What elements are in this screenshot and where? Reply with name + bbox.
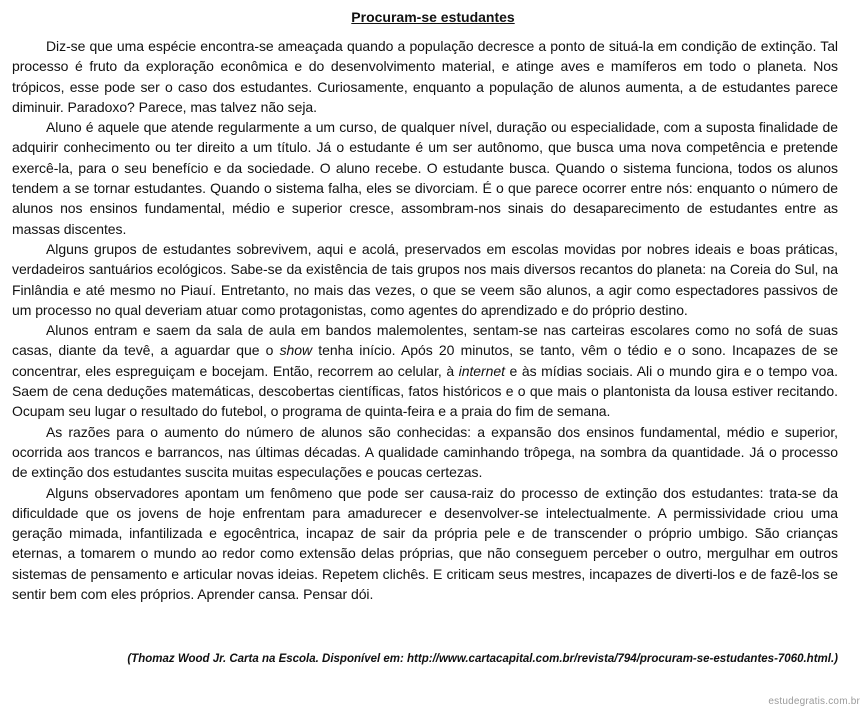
paragraph-text: Aluno é aquele que atende regularmente a um curso, de qualquer nível, duração ou especialidade, com a suposta finalidade de adquirir conhecimento ou ter direito a um título. Já o estudante é um ser autônomo, que busca uma nova competência e pretende exercê-la, para o seu benefício e da sociedade. O aluno recebe. O estudante busca. Quando o sistema funciona, todos os alunos tendem a se tornar estudantes. Quando o sistema falha, eles se divorciam. É o que parece ocorrer entre nós: enquanto o número de alunos nos ensinos fundamental, médio e superior cresce, assombram-nos sinais do desaparecimento de estudantes entre as massas discentes. — [12, 119, 838, 237]
paragraph-text: Diz-se que uma espécie encontra-se ameaçada quando a população decresce a ponto de situá-la em condição de extinção. Tal processo é fruto da exploração econômica e do desenvolvimento material, e atinge aves e mamíferos em todo o planeta. Nos trópicos, esse pode ser o caso dos estudantes. Curiosamente, enquanto a população de alunos aumenta, a de estudantes parece diminuir. Paradoxo? Parece, mas talvez não seja. — [12, 38, 838, 115]
paragraph-4 — [12, 320, 838, 421]
document-body — [12, 36, 838, 604]
paragraph-5 — [12, 422, 838, 483]
paragraph-text: e às mídias sociais. Ali o mundo gira e o tempo voa. Saem de cena deduções matemáticas, descobertas científicas, fatos históricos e o que mais o plantonista da lousa estiver recitando. Ocupam seu lugar o resultado do futebol, o programa de quinta-feira e a praia do fim de semana. — [12, 362, 838, 420]
watermark: estudegratis.com.br — [768, 696, 860, 707]
paragraph-text: Alunos entram e saem da sala de aula em bandos malemolentes, sentam-se nas carteiras escolares como no sofá de suas casas, diante da tevê, a aguardar que o — [12, 322, 838, 359]
paragraph-2 — [12, 117, 838, 239]
document-title: Procuram-se estudantes — [351, 9, 515, 25]
paragraph-1 — [12, 36, 838, 117]
paragraph-text: tenha início. Após 20 minutos, se tanto, vêm o tédio e o sono. Incapazes de se concentrar, eles espreguiçam e bocejam. Então, recorrem ao celular, à — [12, 342, 838, 379]
paragraph-6 — [12, 483, 838, 605]
italic-term-show: show — [279, 342, 313, 359]
italic-term-internet: internet — [458, 362, 505, 379]
paragraph-3 — [12, 239, 838, 320]
paragraph-text: Alguns observadores apontam um fenômeno que pode ser causa-raiz do processo de extinção dos estudantes: trata-se da dificuldade que os jovens de hoje enfrentam para amadurecer e desenvolver-se intelectualmente. A permissividade criou uma geração mimada, infantilizada e egocêntrica, incapaz de sair da própria pele e de transcender o próprio umbigo. São crianças eternas, a tomarem o mundo ao redor como extensão delas próprias, que não conseguem perceber o outro, mergulhar em outros sistemas de pensamento e articular novas ideias. Repetem clichês. E criticam seus mestres, incapazes de diverti-los e de fazê-los se sentir bem com eles próprios. Aprender cansa. Pensar dói. — [12, 484, 838, 603]
paragraph-text: As razões para o aumento do número de alunos são conhecidas: a expansão dos ensinos fundamental, médio e superior, ocorrida aos trancos e barrancos, nas últimas décadas. A qualidade caminhando trôpega, na sombra da quantidade. Já o processo de extinção dos estudantes suscita muitas especulações e poucas certezas. — [12, 423, 838, 481]
source-citation: (Thomaz Wood Jr. Carta na Escola. Disponível em: http://www.cartacapital.com.br/revista/794/procuram-se-estudantes-7060.html.) — [127, 653, 838, 665]
paragraph-text: Alguns grupos de estudantes sobrevivem, aqui e acolá, preservados em escolas movidas por nobres ideais e boas práticas, verdadeiros santuários ecológicos. Sabe-se da existência de tais grupos nos mais diversos recantos do planeta: na Coreia do Sul, na Finlândia e até mesmo no Piauí. Entretanto, no mais das vezes, o que se veem são alunos, a agir como espectadores passivos de um processo no qual deveriam atuar como protagonistas, como agentes do aprendizado e do próprio destino. — [12, 240, 838, 318]
